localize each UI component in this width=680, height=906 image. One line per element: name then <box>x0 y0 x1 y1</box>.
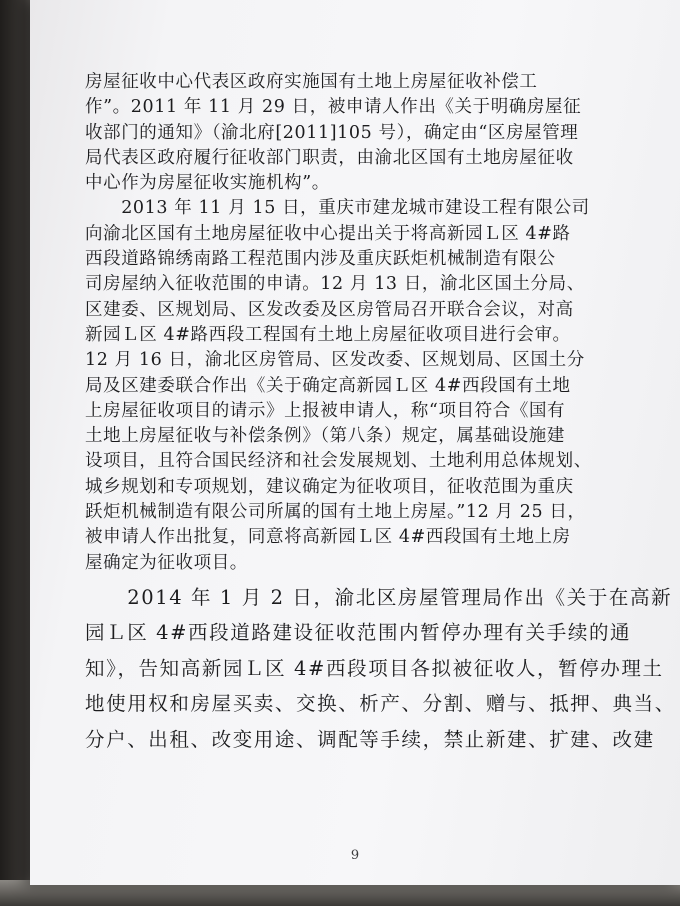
document-body <box>85 70 676 757</box>
body-line: 被申请人作出批复，同意将高新园Ｌ区 4#西段国有土地上房 <box>85 527 571 548</box>
body-line: 2014 年 1 月 2 日，渝北区房屋管理局作出《关于在高新 <box>85 585 673 609</box>
body-line: 城乡规划和专项规划，建议确定为征收项目，征收范围为重庆 <box>85 476 574 497</box>
body-line: 新园Ｌ区 4#路西段工程国有土地上房屋征收项目进行会审。 <box>85 324 571 345</box>
body-line: 分户、出租、改变用途、调配等手续，禁止新建、扩建、改建 <box>85 727 655 751</box>
body-line: 上房屋征收项目的请示》上报被申请人，称“项目符合《国有 <box>85 400 566 421</box>
body-line: 屋确定为征收项目。 <box>85 552 248 573</box>
body-line: 房屋征收中心代表区政府实施国有土地上房屋征收补偿工 <box>85 72 538 92</box>
body-line: 知》，告知高新园Ｌ区 4#西段项目各拟被征收人，暂停办理土 <box>85 656 664 680</box>
body-line: 司房屋纳入征收范围的申请。12 月 13 日，渝北区国土分局、 <box>85 274 585 295</box>
body-line: 中心作为房屋征收实施机构”。 <box>85 173 330 194</box>
body-line: 收部门的通知》（渝北府[2011]105 号），确定由“区房屋管理 <box>85 122 579 143</box>
body-line: 土地上房屋征收与补偿条例》（第八条）规定，属基础设施建 <box>85 426 565 447</box>
document-page <box>30 0 680 885</box>
body-line: 2013 年 11 月 15 日，重庆市建龙城市建设工程有限公司 <box>85 198 590 219</box>
body-line: 向渝北区国有土地房屋征收中心提出关于将高新园Ｌ区 4#路 <box>85 223 571 244</box>
body-line: 局代表区政府履行征收部门职责，由渝北区国有土地房屋征收 <box>85 147 574 168</box>
page-number: 9 <box>350 848 360 863</box>
body-line: 区建委、区规划局、区发改委及区房管局召开联合会议，对高 <box>85 299 574 320</box>
body-line: 园Ｌ区 4#西段道路建设征收范围内暂停办理有关手续的通 <box>85 621 632 645</box>
body-line: 地使用权和房屋买卖、交换、析产、分割、赠与、抵押、典当、 <box>85 692 676 716</box>
body-line: 跃炬机械制造有限公司所属的国有土地上房屋。”12 月 25 日， <box>85 502 586 523</box>
body-line: 局及区建委联合作出《关于确定高新园Ｌ区 4#西段国有土地 <box>85 375 571 396</box>
body-line: 作”。2011 年 11 月 29 日，被申请人作出《关于明确房屋征 <box>85 97 582 118</box>
body-line: 12 月 16 日，渝北区房管局、区发改委、区规划局、区国土分 <box>85 350 585 371</box>
body-line: 设项目，且符合国民经济和社会发展规划、土地利用总体规划、 <box>85 451 592 472</box>
body-line: 西段道路锦绣南路工程范围内涉及重庆跃炬机械制造有限公 <box>85 249 556 270</box>
